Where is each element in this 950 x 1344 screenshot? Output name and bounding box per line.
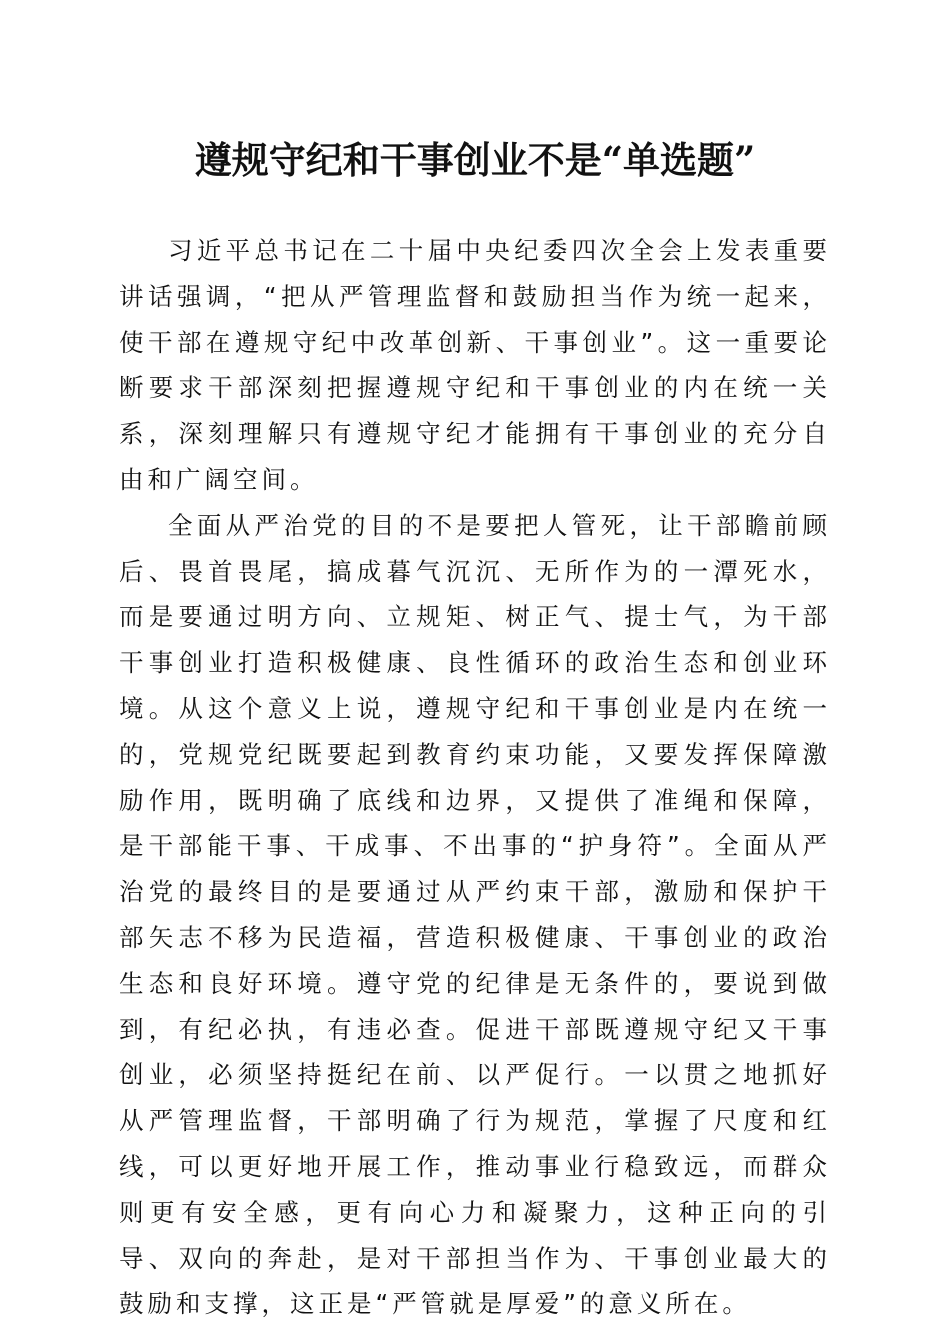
paragraph-2: 全面从严治党的目的不是要把人管死，让干部瞻前顾后、畏首畏尾，搞成暮气沉沉、无所作为的一潭死水，而是要通过明方向、立规矩、树正气、提士气，为干部干事创业打造积极健康、良性循环的政治生态和创业环境。从这个意义上说，遵规守纪和干事创业是内在统一的，党规党纪既要起到教育约束功能，又要发挥保障激励作用，既明确了底线和边界，又提供了准绳和保障，是干部能干事、干成事、不出事的“护身符”。全面从严治党的最终目的是要通过从严约束干部，激励和保护干部矢志不移为民造福，营造积极健康、干事创业的政治生态和良好环境。遵守党的纪律是无条件的，要说到做到，有纪必执，有违必查。促进干部既遵规守纪又干事创业，必须坚持挺纪在前、以严促行。一以贯之地抓好从严管理监督，干部明确了行为规范，掌握了尺度和红线，可以更好地开展工作，推动事业行稳致远，而群众则更有安全感，更有向心力和凝聚力，这种正向的引导、双向的奔赴，是对干部担当作为、干事创业最大的鼓励和支撑，这正是“严管就是厚爱”的意义所在。 bbox=[119, 510, 831, 1319]
paragraph-1: 习近平总书记在二十届中央纪委四次全会上发表重要讲话强调，“把从严管理监督和鼓励担当作为统一起来，使干部在遵规守纪中改革创新、干事创业”。这一重要论断要求干部深刻把握遵规守纪和干事创业的内在统一关系，深刻理解只有遵规守纪才能拥有干事创业的充分自由和广阔空间。 bbox=[119, 236, 831, 494]
document-body bbox=[119, 228, 831, 1327]
document-title: 遵规守纪和干事创业不是“单选题” bbox=[194, 138, 756, 182]
